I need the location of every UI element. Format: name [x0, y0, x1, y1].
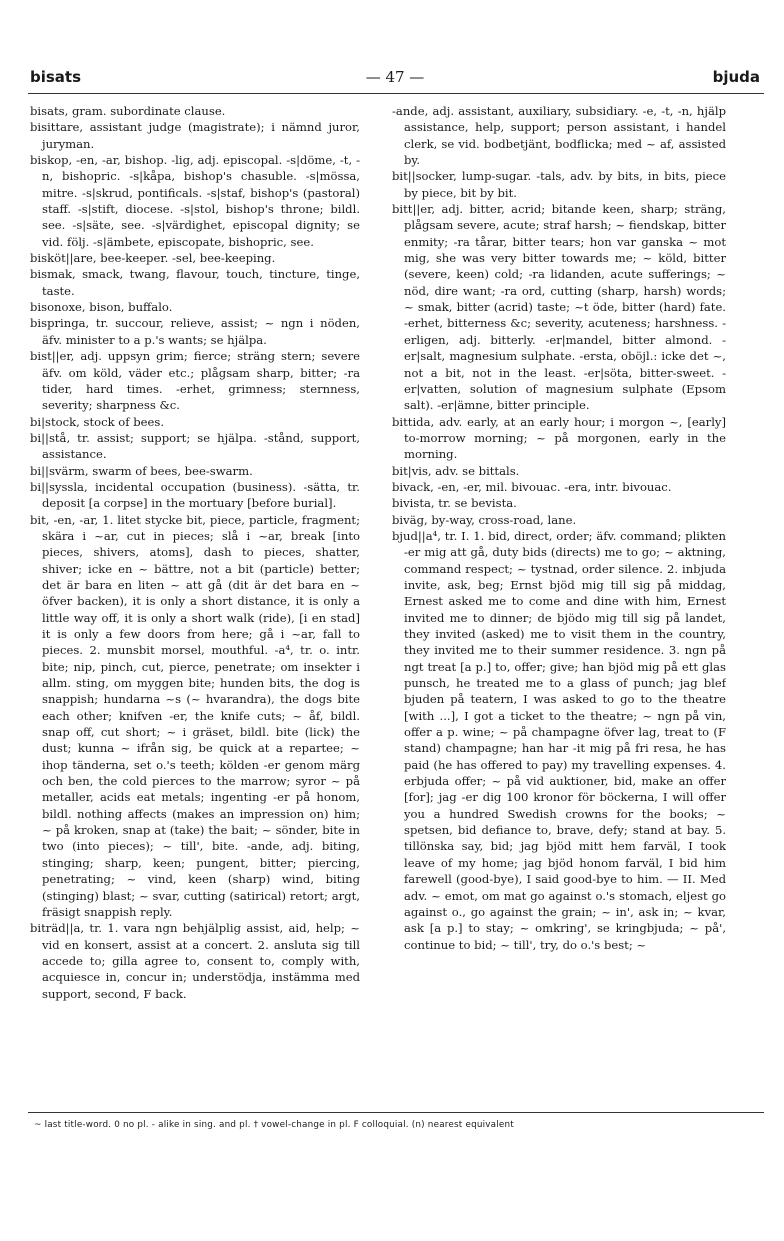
dictionary-entry: bi||syssla, incidental occupation (business). -sätta, tr. deposit [a corpse] in the mortuary [before burial].	[30, 479, 360, 511]
dictionary-entry: bisonoxe, bison, buffalo.	[30, 300, 173, 315]
dictionary-entry: biträd||a, tr. 1. vara ngn behjälplig assist, aid, help; ~ vid en konsert, assist at a concert. 2. ansluta sig till accede to; gilla agree to, consent to, comply with, acquiesce in, concur in; understödja, instämma med support, second, F back.	[30, 921, 360, 1001]
dictionary-entry: bi||svärm, swarm of bees, bee-swarm.	[30, 463, 253, 478]
dictionary-entry: bisköt||are, bee-keeper. -sel, bee-keeping.	[30, 251, 276, 266]
left-column	[30, 103, 360, 1105]
dictionary-entry: biskop, -en, -ar, bishop. -lig, adj. episcopal. -s|döme, -t, -n, bishopric. -s|kåpa, bishop's chasuble. -s|mössa, mitre. -s|skrud, pontificals. -s|staf, bishop's (pastoral) staff. -s|stift, diocese. -s|stol, bishop's throne; bildl. see. -s|säte, see. -s|värdighet, episcopal dignity; se vid. följ. -s|ämbete, episcopate, bishopric, see.	[30, 153, 360, 249]
dictionary-entry: bit|vis, adv. se bittals.	[392, 463, 520, 478]
dictionary-entry: bispringa, tr. succour, relieve, assist; ~ ngn i nöden, äfv. minister to a p.'s wants; se hjälpa.	[30, 316, 360, 347]
page-number: — 47 —	[365, 68, 425, 86]
dictionary-entry: bittida, adv. early, at an early hour; i morgon ~, [early] to-morrow morning; ~ på morgonen, early in the morning.	[392, 414, 726, 462]
right-running-headword: bjuda	[712, 68, 760, 86]
dictionary-entry: bi|stock, stock of bees.	[30, 414, 165, 429]
dictionary-entry: bitt||er, adj. bitter, acrid; bitande keen, sharp; sträng, plågsam severe, acute; straf harsh; ~ fiendskap, bitter enmity; -ra tårar, bitter tears; hon var ganska ~ mot mig, she was very bitter towards me; ~ köld, bitter (severe, keen) cold; -ra lidanden, acute sufferings; ~ nöd, dire want; -ra ord, cutting (sharp, harsh) words; ~ smak, bitter (acrid) taste; ~t öde, bitter (hard) fate. -erhet, bitterness &c; severity, acuteness; harshness. -erligen, adj. bitterly. -er|mandel, bitter almond. -er|salt, magnesium sulphate. -ersta, oböjl.: icke det ~, not a bit, not in the least. -er|söta, bitter-sweet. -er|vatten, solution of magnesium sulphate (Epsom salt). -er|ämne, bitter principle.	[392, 202, 726, 413]
abbreviation-key: ~ last title-word. 0 no pl. - alike in sing. and pl. † vowel-change in pl. F colloquial. (n) nearest equivalent	[34, 1120, 514, 1130]
dictionary-entry: bivack, -en, -er, mil. bivouac. -era, intr. bivouac.	[392, 479, 672, 494]
dictionary-entry: bi||stå, tr. assist; support; se hjälpa. -stånd, support, assistance.	[30, 430, 360, 462]
right-column	[392, 103, 726, 1105]
dictionary-entry: bjud||a⁴, tr. I. 1. bid, direct, order; äfv. command; plikten -er mig att gå, duty bids (directs) me to go; ~ aktning, command respect; ~ tystnad, order silence. 2. inbjuda invite, ask, beg; Ernst bjöd mig till sig på middag, Ernest asked me to come and dine with him, Ernest invited me to dinner; de bjödo mig till sig på landet, they invited (asked) me to visit them in the country, they invited me to their summer residence. 3. ngn på ngt treat [a p.] to, offer; give; han bjöd mig på ett glas punsch, he treated me to a glass of punch; jag blef bjuden på teatern, I was asked to go to the theatre [with ...], I got a ticket to the theatre; ~ ngn på vin, offer a p. wine; ~ på champagne öfver lag, treat to (F stand) champagne; han har -it mig på fri resa, he has paid (he has offered to pay) my travelling expenses. 4. erbjuda offer; ~ på vid auktioner, bid, make an offer [for]; jag -er dig 100 kronor för böckerna, I will offer you a hundred Swedish crowns for the books; ~ spetsen, bid defiance to, brave, defy; stand at bay. 5. tillönska say, bid; jag bjöd mitt hem farväl, I took leave of my home; jag bjöd honom farväl, I bid him farewell (good-bye), I said good-bye to him. — II. Med adv. ~ emot, om mat go against o.'s stomach, eljest go against o., go against the grain; ~ in', ask in; ~ kvar, ask [a p.] to stay; ~ omkring', se kringbjuda; ~ på', continue to bid; ~ till', try, do o.'s best; ~	[392, 528, 726, 952]
dictionary-entry: bist||er, adj. uppsyn grim; fierce; sträng stern; severe äfv. om köld, väder etc.; plågsam sharp, bitter; -ra tider, hard times. -erhet, grimness; sternness, severity; sharpness &c.	[30, 349, 360, 413]
dictionary-entry: -ande, adj. assistant, auxiliary, subsidiary. -e, -t, -n, hjälp assistance, help, support; person assistant, i handel clerk, se vid. bodbetjänt, bodflicka; med ~ af, assisted by.	[392, 104, 726, 168]
header-rule	[28, 93, 764, 94]
dictionary-entry: bit, -en, -ar, 1. litet stycke bit, piece, particle, fragment; skära i ~ar, cut in pieces; slå i ~ar, break [into pieces, shivers, atoms], dash to pieces, shatter, shiver; icke en ~ bättre, not a bit (particle) better; det är bara en liten ~ att gå (dit är det bara en ~ öfver backen), it is only a short distance, it is only a little way off, it is only a short walk (ride), [i en stad] it is only a few doors from here; gå i ~ar, fall to pieces. 2. munsbit morsel, mouthful. -a⁴, tr. o. intr. bite; nip, pinch, cut, pierce, penetrate; om insekter i allm. sting, om myggen bite; hunden bits, the dog is snappish; hundarna ~s (~ hvarandra), the dogs bite each other; knifven -er, the knife cuts; ~ åf, bildl. snap off, cut short; ~ i gräset, bildl. bite (lick) the dust; kunna ~ ifrån sig, be quick at a repartee; ~ ihop tänderna, set o.'s teeth; kölden -er genom märg och ben, the cold pierces to the marrow; syror ~ på metaller, acids eat metals; ingenting -er på honom, bildl. nothing affects (makes an impression on) him; ~ på kroken, snap at (take) the bait; ~ sönder, bite in two (into pieces); ~ till', bite. -ande, adj. biting, stinging; sharp, keen; pungent, bitter; piercing, penetrating; ~ vind, keen (sharp) wind, biting (stinging) blast; ~ svar, cutting (satirical) retort; argt, fräsigt snappish reply.	[30, 512, 360, 919]
dictionary-entry: bivista, tr. se bevista.	[392, 496, 517, 511]
dictionary-entry: bisittare, assistant judge (magistrate); i nämnd juror, juryman.	[30, 120, 360, 151]
page-header	[30, 68, 760, 92]
footer-rule	[28, 1112, 764, 1113]
dictionary-entry: bismak, smack, twang, flavour, touch, tincture, tinge, taste.	[30, 267, 360, 298]
dictionary-entry: bisats, gram. subordinate clause.	[30, 104, 226, 118]
dictionary-entry: bit||socker, lump-sugar. -tals, adv. by bits, in bits, piece by piece, bit by bit.	[392, 169, 726, 200]
dictionary-entry: biväg, by-way, cross-road, lane.	[392, 512, 577, 527]
left-running-headword: bisats	[30, 68, 82, 86]
